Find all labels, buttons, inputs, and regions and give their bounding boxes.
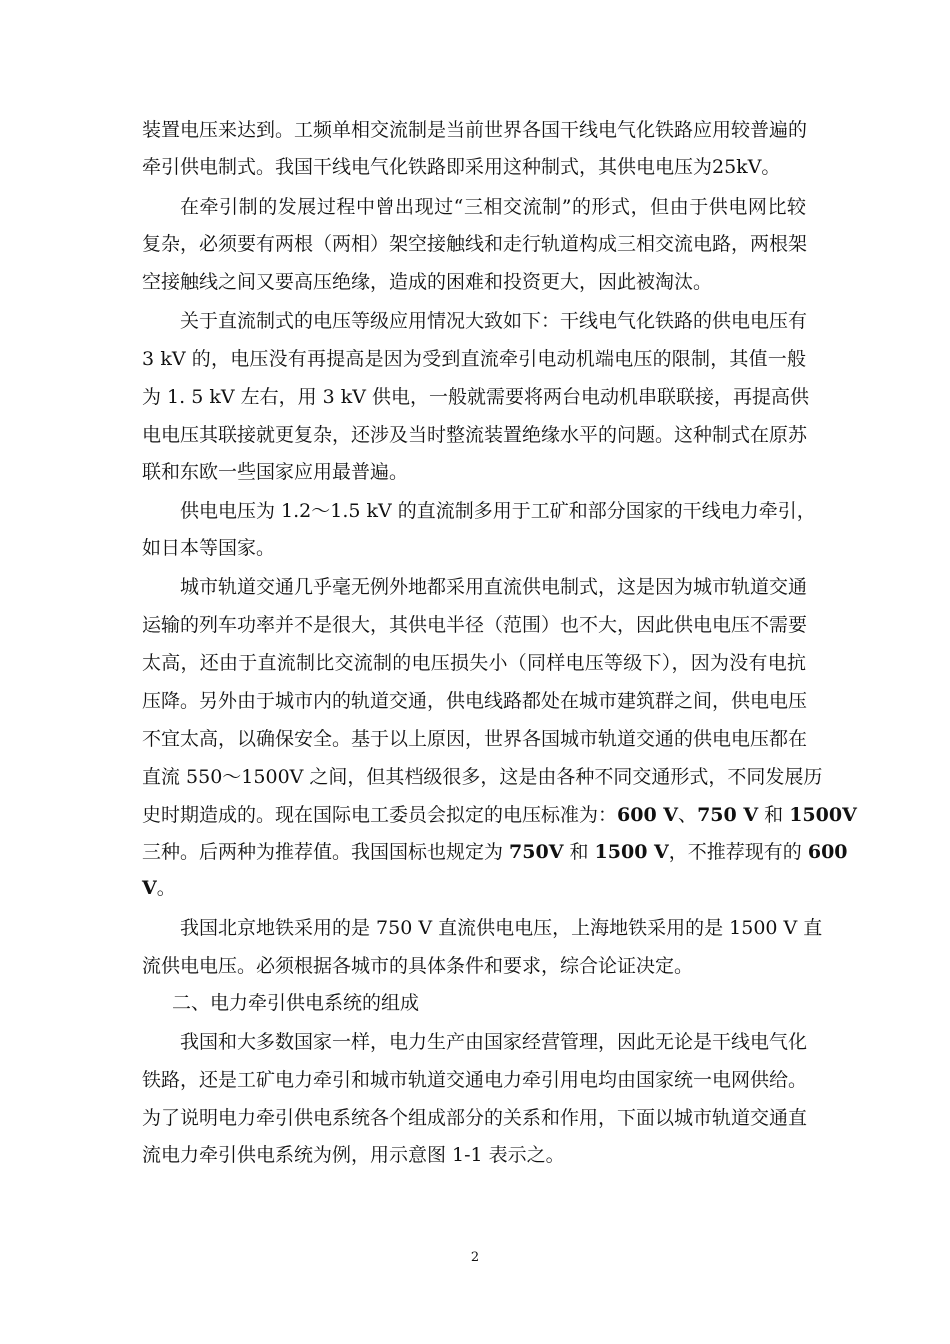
- voltage-750: 750 V: [697, 804, 759, 826]
- text-line: 为了说明电力牵引供电系统各个组成部分的关系和作用，下面以城市轨道交通直: [142, 1107, 808, 1129]
- voltage-1500: 1500V: [789, 804, 857, 826]
- text-run: 史时期造成的。现在国际电工委员会拟定的电压标准为：: [142, 804, 618, 826]
- voltage-750: 750V: [509, 841, 564, 863]
- text-line: 电电压其联接就更复杂，还涉及当时整流装置绝缘水平的问题。这种制式在原苏: [142, 424, 808, 446]
- text-run: 三种。后两种为推荐值。我国国标也规定为: [142, 841, 510, 863]
- text-line: 城市轨道交通几乎毫无例外地都采用直流供电制式，这是因为城市轨道交通: [180, 576, 808, 598]
- text-line: 太高，还由于直流制比交流制的电压损失小（同样电压等级下），因为没有电抗: [142, 652, 806, 674]
- text-line: [142, 803, 857, 827]
- text-line: 我国北京地铁采用的是 750 V 直流供电电压，上海地铁采用的是 1500 V 直: [180, 917, 823, 939]
- text-line: [142, 840, 848, 864]
- text-line: 为 1. 5 kV 左右，用 3 kV 供电，一般就需要将两台电动机串联联接，再提高供: [142, 386, 810, 408]
- text-line: 装置电压来达到。工频单相交流制是当前世界各国干线电气化铁路应用较普遍的: [142, 119, 808, 141]
- text-run: 和: [563, 841, 595, 863]
- text-line: 压降。另外由于城市内的轨道交通，供电线路都处在城市建筑群之间，供电电压: [142, 690, 808, 712]
- text-run: ，不推荐现有的: [668, 841, 808, 863]
- text-run: 。: [156, 877, 176, 899]
- text-line: [142, 876, 176, 900]
- text-line: 直流 550～1500V 之间，但其档级很多，这是由各种不同交通形式，不同发展历: [142, 766, 823, 788]
- text-line: 铁路，还是工矿电力牵引和城市轨道交通电力牵引用电均由国家统一电网供给。: [142, 1069, 808, 1091]
- voltage-1500: 1500 V: [594, 841, 669, 863]
- voltage-600: 600 V: [617, 804, 679, 826]
- text-line: 供电电压为 1.2～1.5 kV 的直流制多用于工矿和部分国家的干线电力牵引，: [180, 500, 816, 522]
- text-line: 流供电电压。必须根据各城市的具体条件和要求，综合论证决定。: [142, 955, 694, 977]
- text-line: 我国和大多数国家一样，电力生产由国家经营管理，因此无论是干线电气化: [180, 1031, 808, 1053]
- page-number: 2: [470, 1250, 480, 1265]
- text-run: 、: [678, 804, 698, 826]
- text-line: 流电力牵引供电系统为例，用示意图 1-1 表示之。: [142, 1144, 565, 1166]
- text-line: 3 kV 的，电压没有再提高是因为受到直流牵引电动机端电压的限制，其值一般: [142, 348, 806, 370]
- text-run: 和: [758, 804, 790, 826]
- text-line: 在牵引制的发展过程中曾出现过“三相交流制”的形式，但由于供电网比较: [180, 196, 806, 218]
- text-line: 牵引供电制式。我国干线电气化铁路即采用这种制式，其供电电压为25kV。: [142, 156, 781, 178]
- section-heading: 二、电力牵引供电系统的组成: [172, 992, 420, 1014]
- text-line: 联和东欧一些国家应用最普遍。: [142, 461, 409, 483]
- text-line: 空接触线之间又要高压绝缘，造成的困难和投资更大，因此被淘汰。: [142, 271, 713, 293]
- text-line: 如日本等国家。: [142, 537, 276, 559]
- voltage-600: 600: [807, 841, 848, 863]
- text-line: 运输的列车功率并不是很大，其供电半径（范围）也不大，因此供电电压不需要: [142, 614, 808, 636]
- text-line: 复杂，必须要有两根（两相）架空接触线和走行轨道构成三相交流电路，两根架: [142, 233, 808, 255]
- voltage-unit: V: [142, 877, 157, 899]
- text-line: 不宜太高，以确保安全。基于以上原因，世界各国城市轨道交通的供电电压都在: [142, 728, 808, 750]
- text-line: 关于直流制式的电压等级应用情况大致如下：干线电气化铁路的供电电压有: [180, 310, 808, 332]
